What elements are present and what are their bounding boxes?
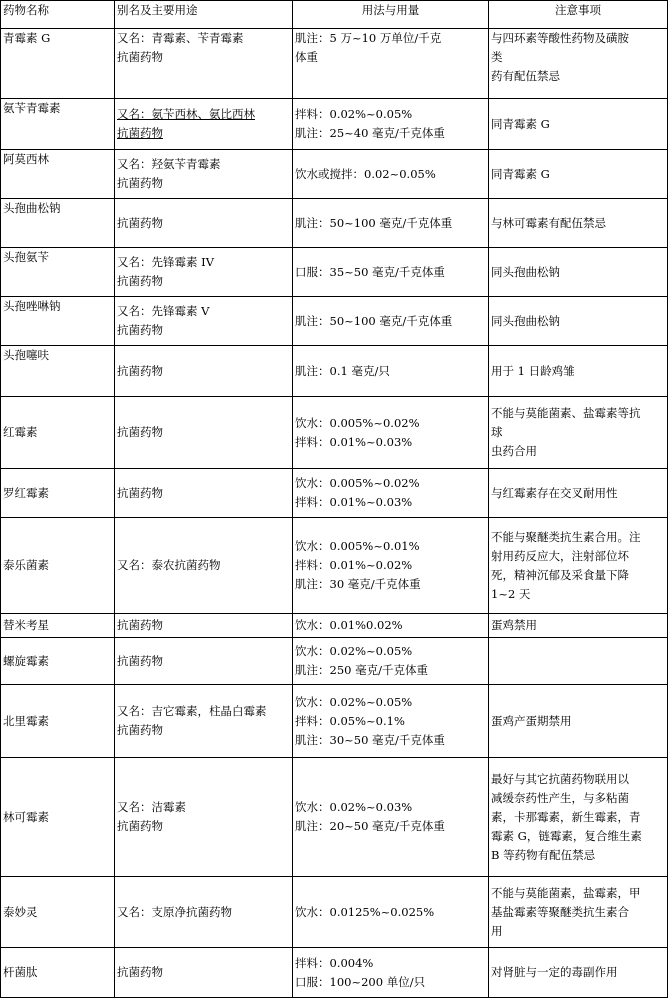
dosage-cell bbox=[293, 248, 489, 297]
alias-cell-line: 抗菌药物 bbox=[117, 819, 163, 833]
notes-cell-line: 死，精神沉郁及采食量下降 bbox=[491, 567, 629, 582]
dosage-cell-line: 饮水：0.005%~0.02% bbox=[295, 476, 420, 490]
dosage-cell-line: 肌注：5 万~10 万单位/千克 bbox=[295, 31, 442, 45]
dosage-cell bbox=[293, 346, 489, 397]
drug-name-cell: 泰乐菌素 bbox=[1, 518, 115, 614]
dosage-cell bbox=[293, 518, 489, 614]
drug-name-cell: 北里霉素 bbox=[1, 685, 115, 758]
table-row bbox=[1, 29, 668, 99]
alias-cell-line: 抗菌药物 bbox=[117, 425, 163, 439]
notes-cell bbox=[489, 685, 668, 758]
alias-cell-line: 抗菌药物 bbox=[117, 653, 163, 668]
dosage-cell-line: 拌料：0.01%~0.03% bbox=[295, 495, 413, 509]
drug-name-cell: 头孢曲松钠 bbox=[1, 199, 115, 248]
drug-name-cell: 阿莫西林 bbox=[1, 150, 115, 199]
notes-cell-line: 与红霉素存在交叉耐用性 bbox=[491, 485, 618, 500]
dosage-cell-line: 拌料：0.004% bbox=[295, 955, 374, 970]
table-row bbox=[1, 469, 668, 518]
notes-cell-line: 射用药反应大，注射部位坏 bbox=[491, 548, 629, 563]
dosage-cell-line: 拌料：0.01%~0.02% bbox=[295, 558, 413, 572]
dosage-cell bbox=[293, 397, 489, 469]
dosage-cell-line: 肌注：50~100 毫克/千克体重 bbox=[295, 313, 453, 328]
drug-name-cell: 螺旋霉素 bbox=[1, 638, 115, 685]
dosage-cell bbox=[293, 877, 489, 948]
header-name: 药物名称 bbox=[1, 1, 115, 29]
dosage-cell bbox=[293, 758, 489, 877]
notes-cell-line: 不能与莫能菌素，盐霉素，甲 bbox=[491, 885, 641, 900]
dosage-cell-line: 饮水或搅拌：0.02~0.05% bbox=[295, 166, 436, 181]
table-row bbox=[1, 248, 668, 297]
notes-cell-line: 不能与聚醚类抗生素合用。注 bbox=[491, 529, 641, 544]
notes-cell bbox=[489, 346, 668, 397]
table-row bbox=[1, 758, 668, 877]
alias-cell bbox=[115, 199, 293, 248]
dosage-cell-line: 肌注：30~50 毫克/千克体重 bbox=[295, 732, 445, 747]
dosage-cell-line: 拌料：0.02%~0.05% bbox=[295, 107, 413, 121]
drug-name-cell: 头孢噻呋 bbox=[1, 346, 115, 397]
dosage-cell-line: 饮水：0.01%0.02% bbox=[295, 618, 403, 632]
drug-name-cell: 青霉素 G bbox=[1, 29, 115, 99]
table-row bbox=[1, 99, 668, 150]
notes-cell bbox=[489, 469, 668, 518]
notes-cell bbox=[489, 248, 668, 297]
notes-cell-line: 与四环素等酸性药物及磺胺 bbox=[491, 31, 629, 45]
notes-cell-line: 霉素 G，链霉素，复合维生素 bbox=[491, 828, 642, 843]
alias-cell-line: 又名：支原净抗菌药物 bbox=[117, 904, 232, 919]
alias-cell-line: 又名：洁霉素 bbox=[117, 800, 186, 814]
alias-cell bbox=[115, 248, 293, 297]
table-row bbox=[1, 518, 668, 614]
notes-cell-line: 药有配伍禁忌 bbox=[491, 69, 560, 83]
drug-name-cell: 杆菌肽 bbox=[1, 948, 115, 998]
drug-name-cell: 头孢唑啉钠 bbox=[1, 297, 115, 346]
drug-name-cell: 替米考星 bbox=[1, 614, 115, 638]
dosage-cell-line: 饮水：0.0125%~0.025% bbox=[295, 904, 435, 919]
notes-cell-line: 不能与莫能菌素、盐霉素等抗 bbox=[491, 406, 641, 420]
notes-cell-line: 同头孢曲松钠 bbox=[491, 264, 560, 279]
alias-cell-line: 又名：吉它霉素，柱晶白霉素 bbox=[117, 704, 267, 718]
header-notes: 注意事项 bbox=[489, 1, 668, 29]
alias-cell bbox=[115, 758, 293, 877]
alias-cell-line: 抗菌药物 bbox=[117, 723, 163, 737]
dosage-cell-line: 饮水：0.02%~0.05% bbox=[295, 694, 413, 709]
notes-cell-line: 1~2 天 bbox=[491, 586, 531, 601]
dosage-cell-line: 肌注：20~50 毫克/千克体重 bbox=[295, 819, 445, 833]
alias-cell-line: 抗菌药物 bbox=[117, 363, 163, 378]
table-row bbox=[1, 614, 668, 638]
dosage-cell bbox=[293, 685, 489, 758]
dosage-cell bbox=[293, 150, 489, 199]
alias-cell bbox=[115, 397, 293, 469]
header-alias: 别名及主要用途 bbox=[115, 1, 293, 29]
notes-cell-line: 虫药合用 bbox=[491, 444, 537, 458]
alias-cell bbox=[115, 297, 293, 346]
notes-cell bbox=[489, 397, 668, 469]
notes-cell bbox=[489, 758, 668, 877]
drug-name-cell: 头孢氨苄 bbox=[1, 248, 115, 297]
notes-cell-line: 用 bbox=[491, 923, 503, 938]
dosage-cell bbox=[293, 638, 489, 685]
drug-name-cell: 罗红霉素 bbox=[1, 469, 115, 518]
dosage-cell-line: 肌注：30 毫克/千克体重 bbox=[295, 577, 421, 591]
table-row bbox=[1, 346, 668, 397]
dosage-cell bbox=[293, 29, 489, 99]
drug-name-cell: 林可霉素 bbox=[1, 758, 115, 877]
notes-cell-line: B 等药物有配伍禁忌 bbox=[491, 847, 596, 862]
dosage-cell-line: 拌料：0.05%~0.1% bbox=[295, 713, 405, 728]
alias-cell-line: 又名：泰农抗菌药物 bbox=[117, 558, 221, 572]
table-row bbox=[1, 397, 668, 469]
alias-cell bbox=[115, 150, 293, 199]
dosage-cell-line: 肌注：250 毫克/千克体重 bbox=[295, 663, 428, 677]
table-row bbox=[1, 685, 668, 758]
alias-cell-line: 抗菌药物 bbox=[117, 215, 163, 230]
notes-cell-line: 减缓奈药性产生，与多粘菌 bbox=[491, 790, 629, 805]
table-row bbox=[1, 297, 668, 346]
alias-cell-line: 抗菌药物 bbox=[117, 965, 163, 979]
dosage-cell-line: 肌注：50~100 毫克/千克体重 bbox=[295, 215, 453, 230]
notes-cell-line: 与林可霉素有配伍禁忌 bbox=[491, 215, 606, 230]
table-row bbox=[1, 150, 668, 199]
notes-cell-line: 素，卡那霉素，新生霉素，青 bbox=[491, 809, 641, 824]
alias-cell bbox=[115, 614, 293, 638]
alias-cell-line: 抗菌药物 bbox=[117, 126, 163, 140]
notes-cell-line: 蛋鸡产蛋期禁用 bbox=[491, 713, 572, 728]
alias-cell-line: 又名：羟氨苄青霉素 bbox=[117, 157, 221, 171]
dosage-cell-line: 口服：100~200 单位/只 bbox=[295, 974, 426, 989]
alias-cell-line: 抗菌药物 bbox=[117, 50, 163, 64]
alias-cell bbox=[115, 469, 293, 518]
table-row bbox=[1, 638, 668, 685]
dosage-cell-line: 肌注：0.1 毫克/只 bbox=[295, 363, 390, 378]
alias-cell bbox=[115, 877, 293, 948]
header-dosage: 用法与用量 bbox=[293, 1, 489, 29]
notes-cell bbox=[489, 99, 668, 150]
alias-cell bbox=[115, 29, 293, 99]
drug-name-cell: 红霉素 bbox=[1, 397, 115, 469]
alias-cell-line: 又名：氨苄西林、氨比西林 bbox=[117, 107, 255, 121]
notes-cell-line: 类 bbox=[491, 50, 503, 64]
alias-cell bbox=[115, 99, 293, 150]
alias-cell bbox=[115, 518, 293, 614]
dosage-cell-line: 肌注：25~40 毫克/千克体重 bbox=[295, 126, 445, 140]
notes-cell bbox=[489, 150, 668, 199]
notes-cell bbox=[489, 614, 668, 638]
notes-cell-line: 基盐霉素等聚醚类抗生素合 bbox=[491, 904, 629, 919]
dosage-cell-line: 饮水：0.02%~0.05% bbox=[295, 644, 413, 658]
alias-cell bbox=[115, 346, 293, 397]
notes-cell-line: 用于 1 日龄鸡雏 bbox=[491, 363, 575, 378]
dosage-cell-line: 拌料：0.01%~0.03% bbox=[295, 434, 413, 449]
notes-cell bbox=[489, 199, 668, 248]
notes-cell bbox=[489, 877, 668, 948]
table-header-row bbox=[1, 1, 668, 29]
dosage-cell bbox=[293, 297, 489, 346]
dosage-cell bbox=[293, 99, 489, 150]
dosage-cell bbox=[293, 199, 489, 248]
alias-cell bbox=[115, 638, 293, 685]
notes-cell bbox=[489, 297, 668, 346]
dosage-cell-line: 饮水：0.005%~0.01% bbox=[295, 539, 420, 553]
dosage-cell-line: 体重 bbox=[295, 50, 318, 64]
notes-cell-line: 同青霉素 G bbox=[491, 166, 550, 181]
notes-cell-line: 同头孢曲松钠 bbox=[491, 313, 560, 328]
notes-cell-line: 同青霉素 G bbox=[491, 116, 550, 131]
drug-name-cell: 氨苄青霉素 bbox=[1, 99, 115, 150]
dosage-cell bbox=[293, 469, 489, 518]
notes-cell-line: 对肾脏与一定的毒副作用 bbox=[491, 965, 618, 979]
alias-cell-line: 抗菌药物 bbox=[117, 618, 163, 632]
dosage-cell-line: 口服：35~50 毫克/千克体重 bbox=[295, 264, 445, 279]
table-row bbox=[1, 877, 668, 948]
notes-cell-line: 最好与其它抗菌药物联用以 bbox=[491, 771, 629, 786]
dosage-cell bbox=[293, 948, 489, 998]
alias-cell bbox=[115, 948, 293, 998]
alias-cell bbox=[115, 685, 293, 758]
alias-cell-line: 抗菌药物 bbox=[117, 323, 163, 337]
dosage-cell-line: 饮水：0.02%~0.03% bbox=[295, 800, 413, 814]
notes-cell bbox=[489, 948, 668, 998]
table-row bbox=[1, 199, 668, 248]
alias-cell-line: 抗菌药物 bbox=[117, 485, 163, 500]
alias-cell-line: 又名：青霉素、苄青霉素 bbox=[117, 31, 244, 45]
notes-cell bbox=[489, 518, 668, 614]
alias-cell-line: 抗菌药物 bbox=[117, 274, 163, 288]
notes-cell bbox=[489, 29, 668, 99]
alias-cell-line: 抗菌药物 bbox=[117, 176, 163, 190]
notes-cell bbox=[489, 638, 668, 685]
notes-cell-line: 球 bbox=[491, 425, 503, 439]
notes-cell-line: 蛋鸡禁用 bbox=[491, 618, 537, 632]
dosage-cell bbox=[293, 614, 489, 638]
alias-cell-line: 又名：先锋霉素 IV bbox=[117, 255, 215, 269]
dosage-cell-line: 饮水：0.005%~0.02% bbox=[295, 415, 420, 430]
alias-cell-line: 又名：先锋霉素 V bbox=[117, 304, 210, 318]
drug-name-cell: 泰妙灵 bbox=[1, 877, 115, 948]
table-row bbox=[1, 948, 668, 998]
